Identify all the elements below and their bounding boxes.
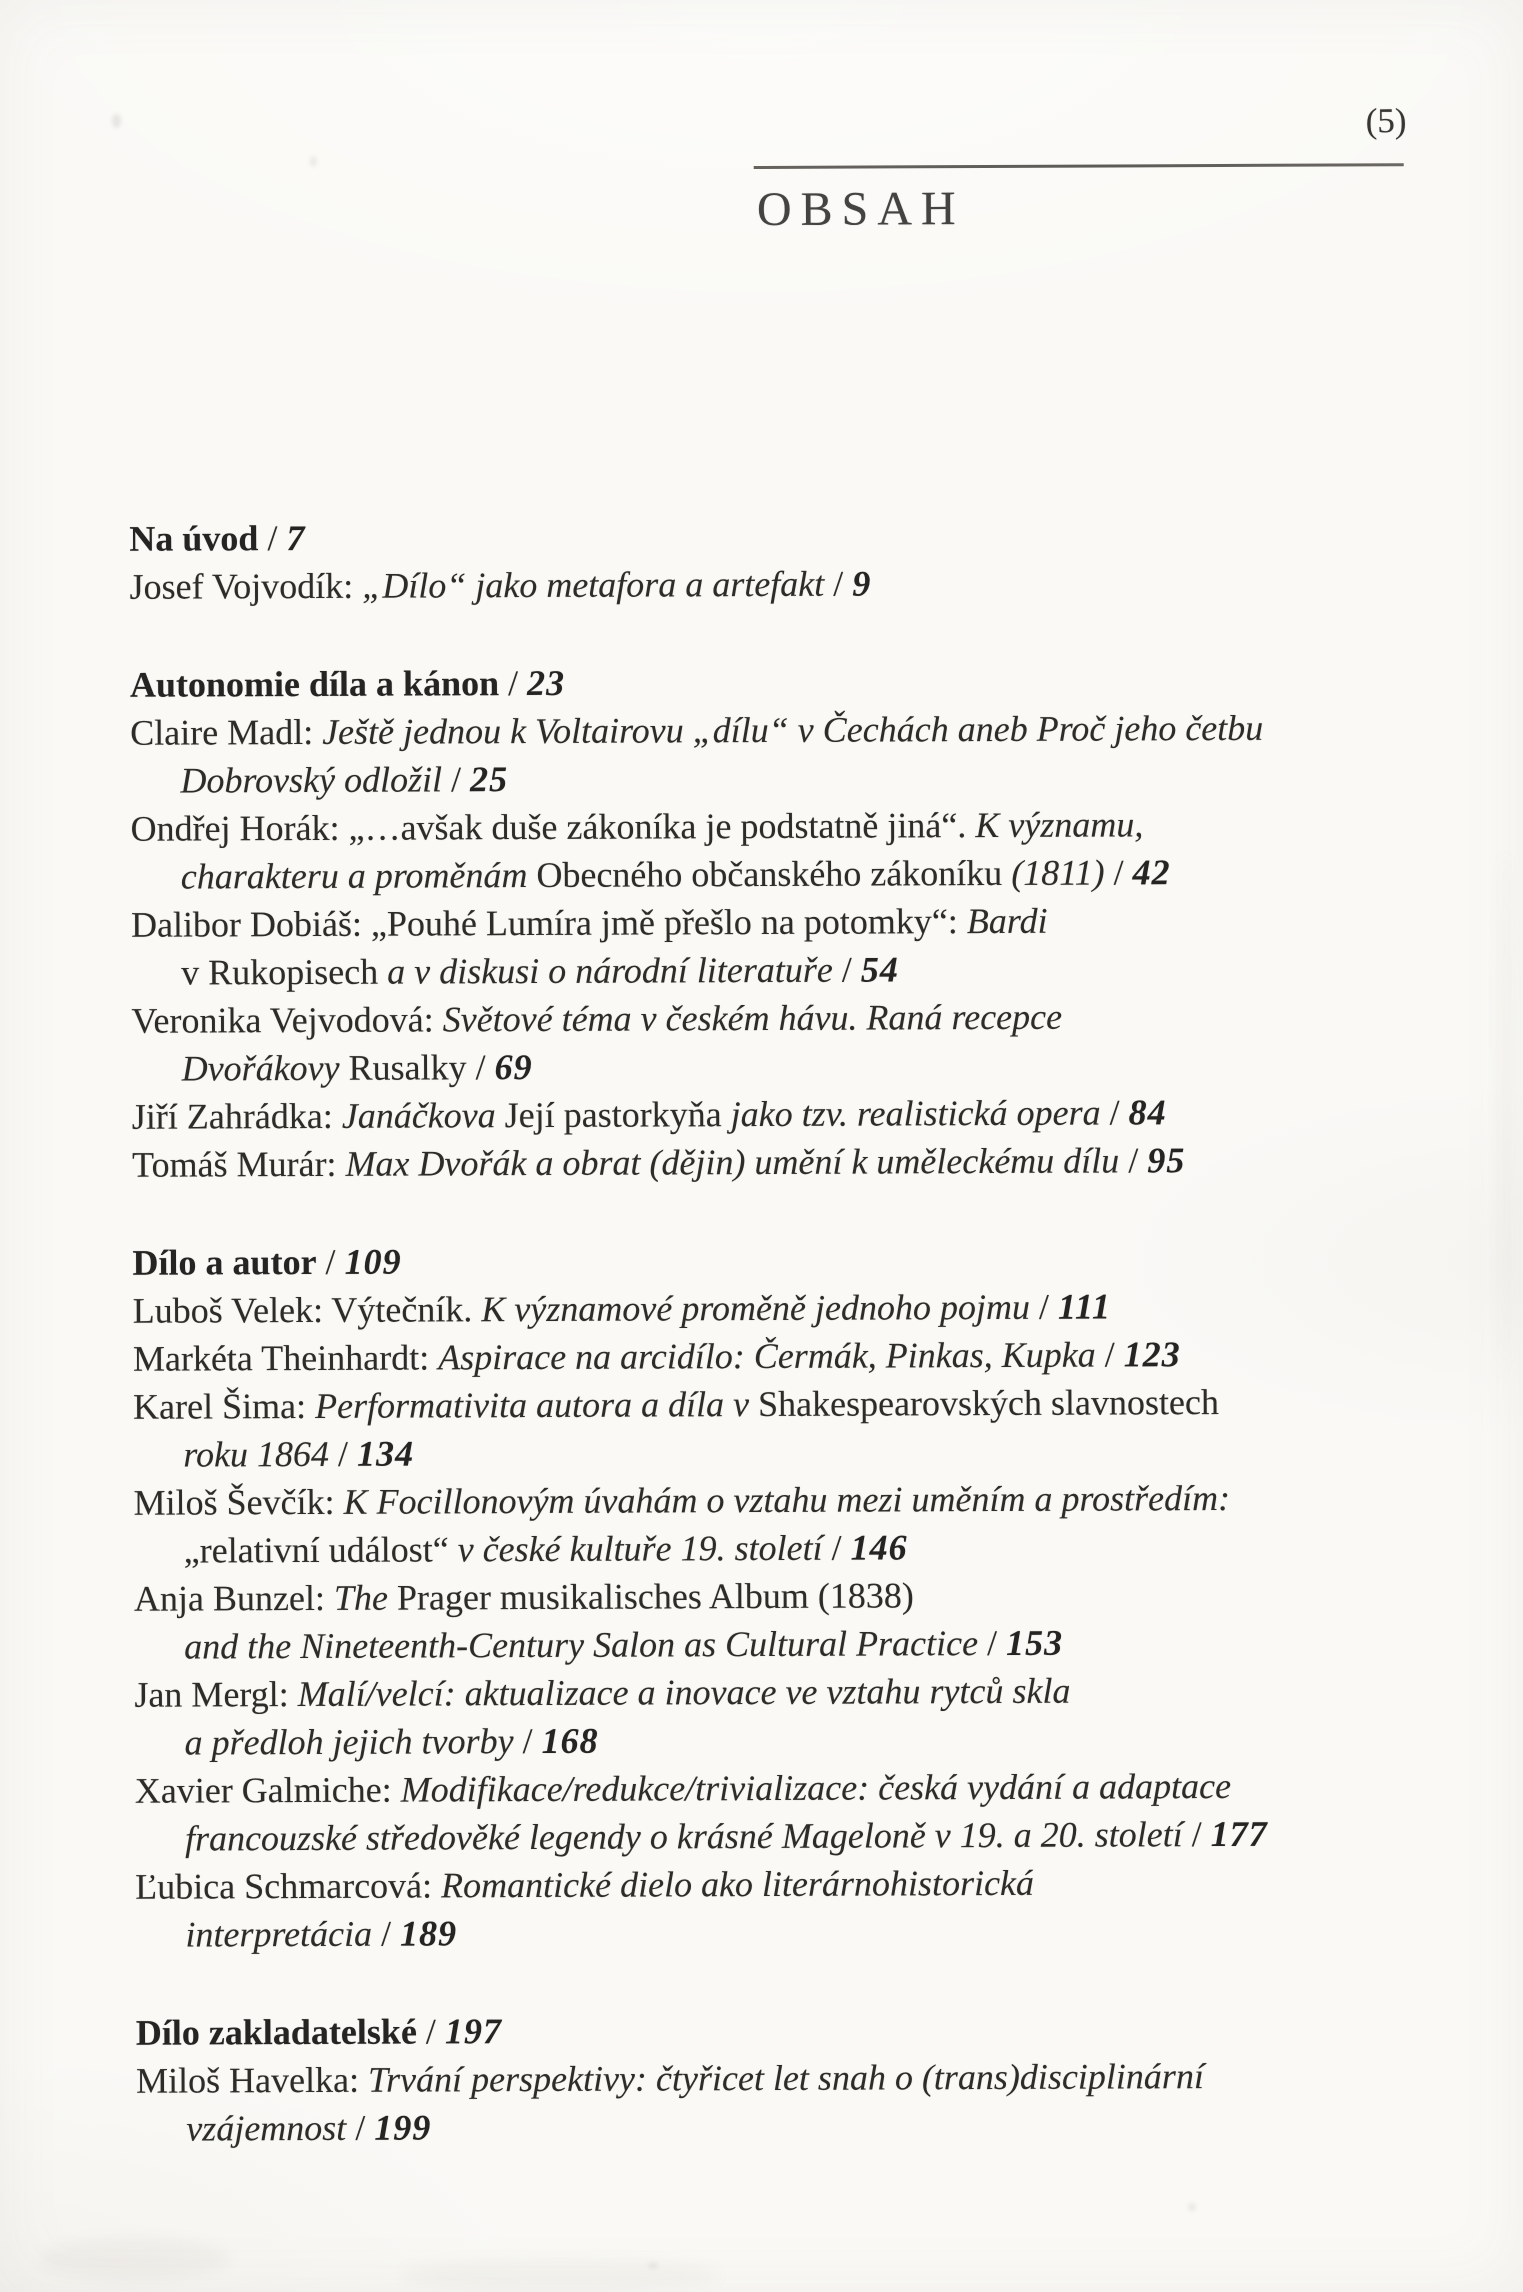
toc-text-segment: Na úvod bbox=[129, 518, 259, 559]
toc-text-segment: Dalibor Dobiáš: „Pouhé Lumíra jmě přešlo na potomky“: bbox=[130, 901, 967, 945]
toc-text-segment: 84 bbox=[1128, 1092, 1167, 1133]
toc-text-segment: 168 bbox=[541, 1720, 599, 1761]
toc-line bbox=[129, 509, 1459, 563]
toc-text-segment: 134 bbox=[356, 1433, 415, 1474]
toc-text-segment: „Dílo“ jako metafora a artefakt bbox=[362, 563, 825, 606]
header-rule bbox=[754, 163, 1404, 168]
toc-line bbox=[136, 2051, 1466, 2105]
toc-text-segment: / bbox=[1104, 852, 1133, 893]
toc-text-segment: 54 bbox=[860, 949, 899, 990]
table-of-contents bbox=[129, 509, 1466, 2153]
toc-section bbox=[132, 1233, 1465, 1959]
toc-line bbox=[134, 1569, 1464, 1623]
toc-text-segment: Romantické dielo ako literárnohistorická bbox=[441, 1862, 1035, 1906]
toc-text-segment: / bbox=[466, 1047, 495, 1088]
toc-text-segment: 111 bbox=[1057, 1286, 1112, 1327]
toc-text-segment: / bbox=[513, 1720, 542, 1762]
toc-text-segment: 23 bbox=[526, 662, 566, 704]
toc-text-segment: / bbox=[1100, 1092, 1129, 1133]
toc-text-segment: (1811) bbox=[1011, 852, 1105, 893]
scan-speck bbox=[112, 114, 121, 128]
toc-text-segment: Xavier Galmiche: bbox=[134, 1769, 401, 1811]
toc-text-segment: 123 bbox=[1123, 1334, 1181, 1375]
toc-text-segment: 189 bbox=[400, 1913, 458, 1954]
toc-text-segment: Světové téma v českém hávu. Raná recepce bbox=[442, 996, 1063, 1040]
toc-text-segment: Prager musikalisches Album (1838) bbox=[396, 1575, 914, 1618]
toc-text-segment: 177 bbox=[1210, 1813, 1268, 1855]
toc-text-segment: „relativní událost“ bbox=[183, 1529, 458, 1571]
toc-text-segment: Performativita autora a díla v bbox=[314, 1384, 759, 1426]
toc-text-segment: Miloš Havelka: bbox=[135, 2059, 369, 2101]
scan-smudge bbox=[1498, 850, 1512, 1370]
toc-text-segment: v Rukopisech bbox=[181, 951, 388, 993]
toc-text-segment: / bbox=[258, 518, 287, 559]
toc-line bbox=[131, 847, 1461, 901]
toc-text-segment: a v diskusi o národní literatuře bbox=[387, 949, 833, 992]
scan-smudge bbox=[400, 2258, 720, 2292]
scan-speck bbox=[310, 156, 317, 167]
toc-line bbox=[135, 1905, 1465, 1959]
toc-text-segment: 25 bbox=[469, 759, 509, 800]
toc-text-segment: / bbox=[832, 949, 861, 990]
toc-line bbox=[136, 2003, 1466, 2057]
toc-text-segment: Dílo a autor bbox=[132, 1241, 317, 1283]
toc-text-segment: 69 bbox=[494, 1047, 533, 1088]
toc-text-segment: Jiří Zahrádka: bbox=[131, 1095, 342, 1137]
toc-text-segment: Luboš Velek: Výtečník. bbox=[132, 1289, 482, 1331]
scan-speck bbox=[1188, 2203, 1196, 2211]
toc-text-segment: / bbox=[822, 1527, 851, 1568]
toc-text-segment: charakteru a proměnám bbox=[180, 854, 537, 897]
toc-text-segment: vzájemnost bbox=[186, 2107, 347, 2149]
toc-text-segment: / bbox=[1029, 1286, 1058, 1327]
toc-line bbox=[131, 895, 1461, 949]
toc-text-segment: / bbox=[1182, 1814, 1211, 1855]
toc-line bbox=[133, 1425, 1463, 1479]
toc-text-segment: Aspirace na arcidílo: Čermák, Pinkas, Kupka bbox=[438, 1334, 1096, 1378]
toc-line bbox=[130, 751, 1460, 805]
page-number: (5) bbox=[1365, 101, 1407, 141]
toc-text-segment: Karel Šima: bbox=[133, 1385, 316, 1427]
toc-text-segment: Max Dvořák a obrat (dějin) umění k uměleckému dílu bbox=[345, 1140, 1120, 1184]
toc-text-segment: / bbox=[441, 759, 471, 800]
toc-line bbox=[135, 1857, 1465, 1911]
toc-text-segment: 197 bbox=[444, 2011, 502, 2052]
toc-text-segment: a předloh jejich tvorby bbox=[184, 1721, 514, 1763]
toc-text-segment: / bbox=[316, 1241, 345, 1282]
toc-text-segment: Ondřej Horák: „…avšak duše zákoníka je podstatně jiná“. bbox=[130, 805, 976, 849]
toc-text-segment: / bbox=[824, 563, 853, 604]
toc-line bbox=[134, 1617, 1464, 1671]
toc-text-segment: Ľubica Schmarcová: bbox=[135, 1865, 442, 1907]
toc-text-segment: The bbox=[333, 1577, 398, 1618]
toc-text-segment: / bbox=[346, 2107, 375, 2148]
toc-text-segment: v české kultuře 19. století bbox=[457, 1527, 823, 1570]
toc-line bbox=[131, 943, 1461, 997]
toc-text-segment: Trvání perspektivy: čtyřicet let snah o (trans)disciplinární bbox=[367, 2056, 1204, 2100]
toc-line bbox=[132, 1233, 1462, 1287]
toc-text-segment: 95 bbox=[1147, 1140, 1186, 1181]
toc-line bbox=[133, 1281, 1463, 1335]
toc-line bbox=[132, 1039, 1462, 1093]
toc-text-segment: / bbox=[977, 1622, 1007, 1664]
toc-text-segment: Malí/velcí: aktualizace a inovace ve vztahu rytců skla bbox=[297, 1670, 1071, 1715]
toc-text-segment: Autonomie díla a kánon bbox=[129, 663, 500, 705]
toc-text-segment: 9 bbox=[852, 563, 872, 604]
toc-text-segment: 7 bbox=[286, 517, 306, 559]
toc-text-segment: Josef Vojvodík: bbox=[129, 565, 363, 607]
toc-line bbox=[133, 1329, 1463, 1383]
toc-text-segment: Modifikace/redukce/trivializace: česká vydání a adaptace bbox=[400, 1765, 1232, 1810]
toc-text-segment: 146 bbox=[850, 1527, 908, 1568]
toc-line bbox=[135, 1761, 1465, 1815]
toc-text-segment: Claire Madl: bbox=[130, 711, 323, 753]
toc-text-segment: Dobrovský odložil bbox=[180, 759, 443, 801]
toc-text-segment: K významové proměně jednoho pojmu bbox=[481, 1286, 1030, 1330]
toc-line bbox=[132, 1087, 1462, 1141]
toc-line bbox=[135, 1809, 1465, 1863]
toc-text-segment: Jan Mergl: bbox=[134, 1674, 298, 1715]
toc-text-segment: roku 1864 bbox=[183, 1433, 330, 1475]
toc-text-segment: Anja Bunzel: bbox=[133, 1577, 335, 1619]
toc-text-segment: and the Nineteenth-Century Salon as Cultural Practice bbox=[184, 1623, 979, 1667]
toc-text-segment: / bbox=[498, 663, 528, 704]
toc-text-segment: / bbox=[1119, 1140, 1148, 1181]
toc-text-segment: Tomáš Murár: bbox=[131, 1143, 346, 1185]
toc-text-segment: Miloš Ševčík: bbox=[133, 1481, 344, 1523]
toc-text-segment: francouzské středověké legendy o krásné Mageloně v 19. a 20. století bbox=[184, 1814, 1183, 1859]
toc-section bbox=[130, 655, 1462, 1189]
toc-text-segment: / bbox=[371, 1913, 401, 1954]
toc-text-segment: 199 bbox=[374, 2107, 432, 2148]
toc-line bbox=[133, 1473, 1463, 1527]
toc-section bbox=[136, 2003, 1467, 2153]
toc-text-segment: Veronika Vejvodová: bbox=[131, 999, 443, 1041]
toc-line bbox=[129, 557, 1459, 611]
toc-text-segment: Dílo zakladatelské bbox=[135, 2011, 417, 2053]
toc-line bbox=[136, 2099, 1466, 2153]
toc-text-segment: K významu, bbox=[975, 804, 1144, 846]
toc-text-segment: Rusalky bbox=[348, 1047, 467, 1088]
toc-text-segment: / bbox=[328, 1433, 358, 1474]
toc-text-segment: Janáčkova bbox=[341, 1095, 505, 1136]
toc-line bbox=[134, 1713, 1464, 1767]
page-title: OBSAH bbox=[756, 182, 965, 237]
toc-text-segment: Bardi bbox=[966, 900, 1048, 942]
toc-text-segment: K Focillonovým úvahám o vztahu mezi uměním a prostředím: bbox=[343, 1477, 1231, 1522]
toc-text-segment: / bbox=[416, 2011, 445, 2052]
toc-line bbox=[130, 703, 1460, 757]
toc-line bbox=[133, 1377, 1463, 1431]
toc-line bbox=[131, 799, 1461, 853]
toc-line bbox=[134, 1665, 1464, 1719]
toc-text-segment: jako tzv. realistická opera bbox=[730, 1092, 1101, 1135]
toc-line bbox=[131, 991, 1461, 1045]
toc-text-segment: 153 bbox=[1005, 1622, 1064, 1663]
toc-line bbox=[132, 1135, 1462, 1189]
toc-line bbox=[134, 1521, 1464, 1575]
toc-text-segment: interpretácia bbox=[185, 1913, 373, 1955]
toc-section bbox=[129, 509, 1459, 611]
toc-text-segment: / bbox=[1095, 1334, 1124, 1375]
toc-text-segment: 42 bbox=[1132, 852, 1171, 893]
toc-text-segment: Její pastorkyňa bbox=[504, 1094, 731, 1136]
toc-text-segment: Dvořákovy bbox=[181, 1047, 349, 1089]
toc-text-segment: Obecného občanského zákoníku bbox=[536, 852, 1012, 895]
toc-text-segment: Shakespearovských slavnostech bbox=[757, 1382, 1220, 1425]
toc-text-segment: Ještě jednou k Voltairovu „dílu“ v Čechách aneb Proč jeho četbu bbox=[322, 707, 1264, 752]
scan-smudge bbox=[40, 2238, 230, 2280]
toc-line bbox=[130, 655, 1460, 709]
toc-text-segment: 109 bbox=[344, 1241, 402, 1282]
toc-text-segment: Markéta Theinhardt: bbox=[132, 1337, 439, 1379]
